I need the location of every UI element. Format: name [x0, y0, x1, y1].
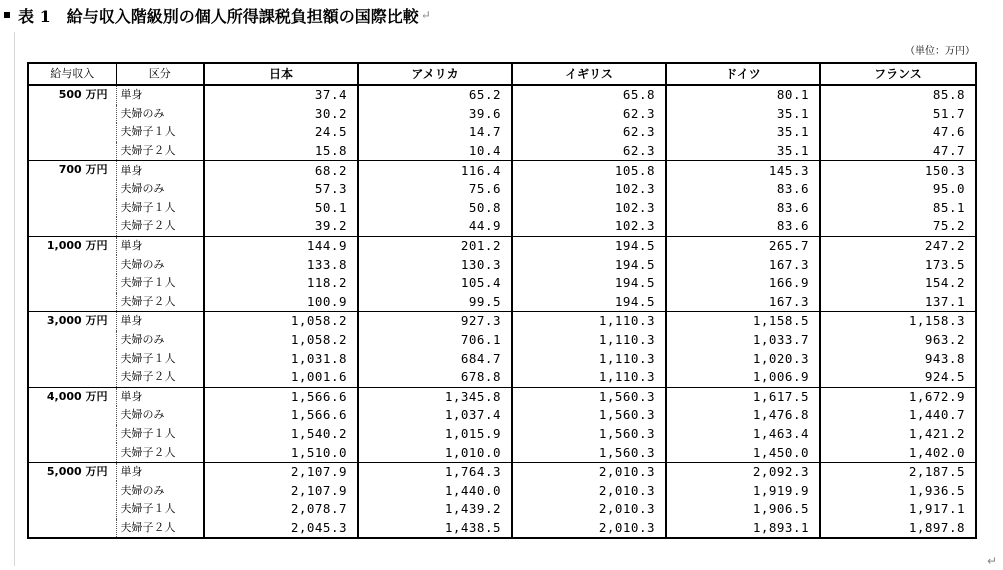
table-row	[28, 462, 976, 481]
tax-value-cell: 265.7	[666, 236, 820, 255]
tax-value-cell: 102.3	[512, 199, 666, 218]
tax-value-cell: 1,158.5	[666, 312, 820, 331]
header-category: 区分	[116, 63, 204, 85]
tax-value-cell: 1,897.8	[820, 519, 976, 539]
tax-value-cell: 102.3	[512, 217, 666, 236]
table-body	[28, 85, 976, 538]
tax-value-cell: 1,560.3	[512, 406, 666, 425]
tax-value-cell: 130.3	[358, 255, 512, 274]
table-row	[28, 349, 976, 368]
tax-value-cell: 1,031.8	[204, 349, 358, 368]
tax-value-cell: 1,010.0	[358, 443, 512, 462]
table-row	[28, 368, 976, 387]
table-row	[28, 217, 976, 236]
tax-value-cell: 1,566.6	[204, 387, 358, 406]
tax-value-cell: 35.1	[666, 123, 820, 142]
tax-value-cell: 1,345.8	[358, 387, 512, 406]
tax-value-cell: 62.3	[512, 105, 666, 124]
tax-value-cell: 37.4	[204, 85, 358, 105]
tax-value-cell: 95.0	[820, 180, 976, 199]
tax-value-cell: 75.2	[820, 217, 976, 236]
income-bracket: 1,000 万円	[28, 236, 116, 255]
table-row	[28, 180, 976, 199]
tax-value-cell: 1,421.2	[820, 425, 976, 444]
table-row	[28, 161, 976, 180]
header-country: フランス	[820, 63, 976, 85]
household-category: 単身	[116, 312, 204, 331]
table-row	[28, 142, 976, 161]
income-bracket	[28, 217, 116, 236]
income-bracket	[28, 293, 116, 312]
table-row	[28, 312, 976, 331]
tax-value-cell: 14.7	[358, 123, 512, 142]
tax-value-cell: 194.5	[512, 236, 666, 255]
tax-value-cell: 1,439.2	[358, 500, 512, 519]
income-bracket	[28, 331, 116, 350]
household-category: 夫婦子１人	[116, 500, 204, 519]
header-income: 給与収入	[28, 63, 116, 85]
income-bracket	[28, 519, 116, 539]
tax-value-cell: 15.8	[204, 142, 358, 161]
page-margin-line	[14, 32, 15, 566]
tax-value-cell: 924.5	[820, 368, 976, 387]
tax-value-cell: 105.8	[512, 161, 666, 180]
tax-value-cell: 1,058.2	[204, 331, 358, 350]
income-bracket	[28, 180, 116, 199]
tax-value-cell: 2,107.9	[204, 481, 358, 500]
paragraph-mark-icon: ↵	[420, 8, 431, 22]
table-row	[28, 105, 976, 124]
tax-value-cell: 57.3	[204, 180, 358, 199]
income-bracket	[28, 199, 116, 218]
tax-value-cell: 99.5	[358, 293, 512, 312]
tax-value-cell: 1,672.9	[820, 387, 976, 406]
header-country: ドイツ	[666, 63, 820, 85]
tax-value-cell: 1,906.5	[666, 500, 820, 519]
household-category: 夫婦子２人	[116, 142, 204, 161]
table-row	[28, 425, 976, 444]
tax-value-cell: 83.6	[666, 199, 820, 218]
income-bracket	[28, 142, 116, 161]
tax-value-cell: 2,045.3	[204, 519, 358, 539]
tax-value-cell: 1,540.2	[204, 425, 358, 444]
household-category: 夫婦のみ	[116, 255, 204, 274]
household-category: 単身	[116, 236, 204, 255]
table-row	[28, 123, 976, 142]
tax-value-cell: 684.7	[358, 349, 512, 368]
tax-value-cell: 1,893.1	[666, 519, 820, 539]
table-row	[28, 85, 976, 105]
household-category: 夫婦子２人	[116, 293, 204, 312]
tax-value-cell: 44.9	[358, 217, 512, 236]
tax-value-cell: 167.3	[666, 293, 820, 312]
tax-value-cell: 1,560.3	[512, 443, 666, 462]
table-row	[28, 387, 976, 406]
tax-value-cell: 2,010.3	[512, 519, 666, 539]
tax-value-cell: 47.6	[820, 123, 976, 142]
household-category: 単身	[116, 85, 204, 105]
tax-value-cell: 1,110.3	[512, 368, 666, 387]
table-row	[28, 519, 976, 539]
tax-value-cell: 50.8	[358, 199, 512, 218]
income-bracket: 700 万円	[28, 161, 116, 180]
tax-value-cell: 1,566.6	[204, 406, 358, 425]
bullet-icon	[4, 12, 10, 18]
tax-value-cell: 85.1	[820, 199, 976, 218]
tax-value-cell: 1,020.3	[666, 349, 820, 368]
tax-value-cell: 1,440.0	[358, 481, 512, 500]
tax-value-cell: 145.3	[666, 161, 820, 180]
tax-value-cell: 927.3	[358, 312, 512, 331]
tax-value-cell: 2,010.3	[512, 500, 666, 519]
tax-value-cell: 1,510.0	[204, 443, 358, 462]
income-bracket: 3,000 万円	[28, 312, 116, 331]
tax-value-cell: 678.8	[358, 368, 512, 387]
tax-value-cell: 39.6	[358, 105, 512, 124]
tax-value-cell: 943.8	[820, 349, 976, 368]
tax-value-cell: 51.7	[820, 105, 976, 124]
tax-value-cell: 1,476.8	[666, 406, 820, 425]
tax-value-cell: 105.4	[358, 274, 512, 293]
end-paragraph-mark-icon: ↵	[986, 554, 997, 568]
tax-value-cell: 1,936.5	[820, 481, 976, 500]
tax-value-cell: 1,450.0	[666, 443, 820, 462]
tax-value-cell: 75.6	[358, 180, 512, 199]
table-row	[28, 481, 976, 500]
household-category: 夫婦のみ	[116, 406, 204, 425]
household-category: 夫婦子１人	[116, 123, 204, 142]
household-category: 夫婦のみ	[116, 180, 204, 199]
income-bracket	[28, 255, 116, 274]
income-bracket: 5,000 万円	[28, 462, 116, 481]
tax-value-cell: 102.3	[512, 180, 666, 199]
tax-value-cell: 1,438.5	[358, 519, 512, 539]
tax-value-cell: 1,158.3	[820, 312, 976, 331]
table-row	[28, 331, 976, 350]
household-category: 夫婦子２人	[116, 443, 204, 462]
household-category: 夫婦子１人	[116, 425, 204, 444]
tax-value-cell: 2,010.3	[512, 462, 666, 481]
tax-value-cell: 1,110.3	[512, 331, 666, 350]
tax-value-cell: 1,001.6	[204, 368, 358, 387]
tax-value-cell: 65.8	[512, 85, 666, 105]
tax-value-cell: 83.6	[666, 217, 820, 236]
table-row	[28, 274, 976, 293]
tax-value-cell: 1,919.9	[666, 481, 820, 500]
income-bracket	[28, 274, 116, 293]
tax-value-cell: 62.3	[512, 142, 666, 161]
household-category: 夫婦子１人	[116, 274, 204, 293]
header-country: アメリカ	[358, 63, 512, 85]
tax-value-cell: 1,560.3	[512, 387, 666, 406]
tax-value-cell: 116.4	[358, 161, 512, 180]
tax-value-cell: 100.9	[204, 293, 358, 312]
tax-value-cell: 118.2	[204, 274, 358, 293]
household-category: 単身	[116, 462, 204, 481]
tax-value-cell: 24.5	[204, 123, 358, 142]
tax-value-cell: 1,110.3	[512, 312, 666, 331]
household-category: 夫婦子２人	[116, 217, 204, 236]
income-bracket	[28, 105, 116, 124]
table-row	[28, 255, 976, 274]
tax-value-cell: 1,037.4	[358, 406, 512, 425]
tax-value-cell: 2,107.9	[204, 462, 358, 481]
tax-value-cell: 47.7	[820, 142, 976, 161]
household-category: 夫婦のみ	[116, 481, 204, 500]
tax-value-cell: 1,440.7	[820, 406, 976, 425]
tax-value-cell: 62.3	[512, 123, 666, 142]
income-bracket	[28, 425, 116, 444]
header-row	[28, 63, 976, 85]
caption-text: 表 1 給与収入階級別の個人所得課税負担額の国際比較	[18, 6, 419, 26]
tax-comparison-table	[27, 62, 977, 539]
tax-value-cell: 65.2	[358, 85, 512, 105]
table-caption	[4, 3, 431, 27]
tax-value-cell: 2,187.5	[820, 462, 976, 481]
table-row	[28, 236, 976, 255]
tax-value-cell: 706.1	[358, 331, 512, 350]
income-bracket	[28, 406, 116, 425]
income-bracket	[28, 368, 116, 387]
tax-value-cell: 194.5	[512, 255, 666, 274]
tax-value-cell: 1,917.1	[820, 500, 976, 519]
tax-value-cell: 194.5	[512, 293, 666, 312]
unit-note: （単位：万円）	[905, 46, 975, 57]
tax-value-cell: 1,110.3	[512, 349, 666, 368]
income-bracket: 4,000 万円	[28, 387, 116, 406]
header-country: 日本	[204, 63, 358, 85]
household-category: 夫婦のみ	[116, 331, 204, 350]
tax-value-cell: 35.1	[666, 105, 820, 124]
tax-value-cell: 154.2	[820, 274, 976, 293]
tax-value-cell: 1,058.2	[204, 312, 358, 331]
tax-value-cell: 133.8	[204, 255, 358, 274]
income-bracket	[28, 500, 116, 519]
income-bracket: 500 万円	[58, 88, 108, 101]
tax-value-cell: 1,402.0	[820, 443, 976, 462]
tax-value-cell: 1,006.9	[666, 368, 820, 387]
income-bracket	[28, 481, 116, 500]
tax-value-cell: 1,617.5	[666, 387, 820, 406]
table-row	[28, 443, 976, 462]
tax-value-cell: 173.5	[820, 255, 976, 274]
tax-value-cell: 80.1	[666, 85, 820, 105]
tax-value-cell: 137.1	[820, 293, 976, 312]
table-row	[28, 293, 976, 312]
tax-value-cell: 83.6	[666, 180, 820, 199]
tax-value-cell: 30.2	[204, 105, 358, 124]
tax-value-cell: 10.4	[358, 142, 512, 161]
household-category: 夫婦子１人	[116, 349, 204, 368]
household-category: 夫婦のみ	[116, 105, 204, 124]
household-category: 単身	[116, 161, 204, 180]
tax-value-cell: 1,463.4	[666, 425, 820, 444]
table-row	[28, 406, 976, 425]
income-bracket	[28, 123, 116, 142]
household-category: 夫婦子２人	[116, 368, 204, 387]
tax-value-cell: 50.1	[204, 199, 358, 218]
income-bracket	[28, 349, 116, 368]
tax-value-cell: 2,078.7	[204, 500, 358, 519]
tax-value-cell: 2,010.3	[512, 481, 666, 500]
tax-value-cell: 2,092.3	[666, 462, 820, 481]
tax-value-cell: 167.3	[666, 255, 820, 274]
table-row	[28, 199, 976, 218]
tax-value-cell: 201.2	[358, 236, 512, 255]
tax-value-cell: 68.2	[204, 161, 358, 180]
tax-value-cell: 1,015.9	[358, 425, 512, 444]
tax-value-cell: 39.2	[204, 217, 358, 236]
tax-value-cell: 144.9	[204, 236, 358, 255]
tax-value-cell: 194.5	[512, 274, 666, 293]
tax-value-cell: 85.8	[820, 85, 976, 105]
household-category: 単身	[116, 387, 204, 406]
tax-value-cell: 247.2	[820, 236, 976, 255]
tax-value-cell: 1,764.3	[358, 462, 512, 481]
household-category: 夫婦子２人	[116, 519, 204, 539]
table-row	[28, 500, 976, 519]
tax-value-cell: 35.1	[666, 142, 820, 161]
tax-value-cell: 1,560.3	[512, 425, 666, 444]
tax-value-cell: 150.3	[820, 161, 976, 180]
income-bracket	[28, 443, 116, 462]
tax-value-cell: 166.9	[666, 274, 820, 293]
tax-value-cell: 963.2	[820, 331, 976, 350]
tax-value-cell: 1,033.7	[666, 331, 820, 350]
household-category: 夫婦子１人	[116, 199, 204, 218]
header-country: イギリス	[512, 63, 666, 85]
